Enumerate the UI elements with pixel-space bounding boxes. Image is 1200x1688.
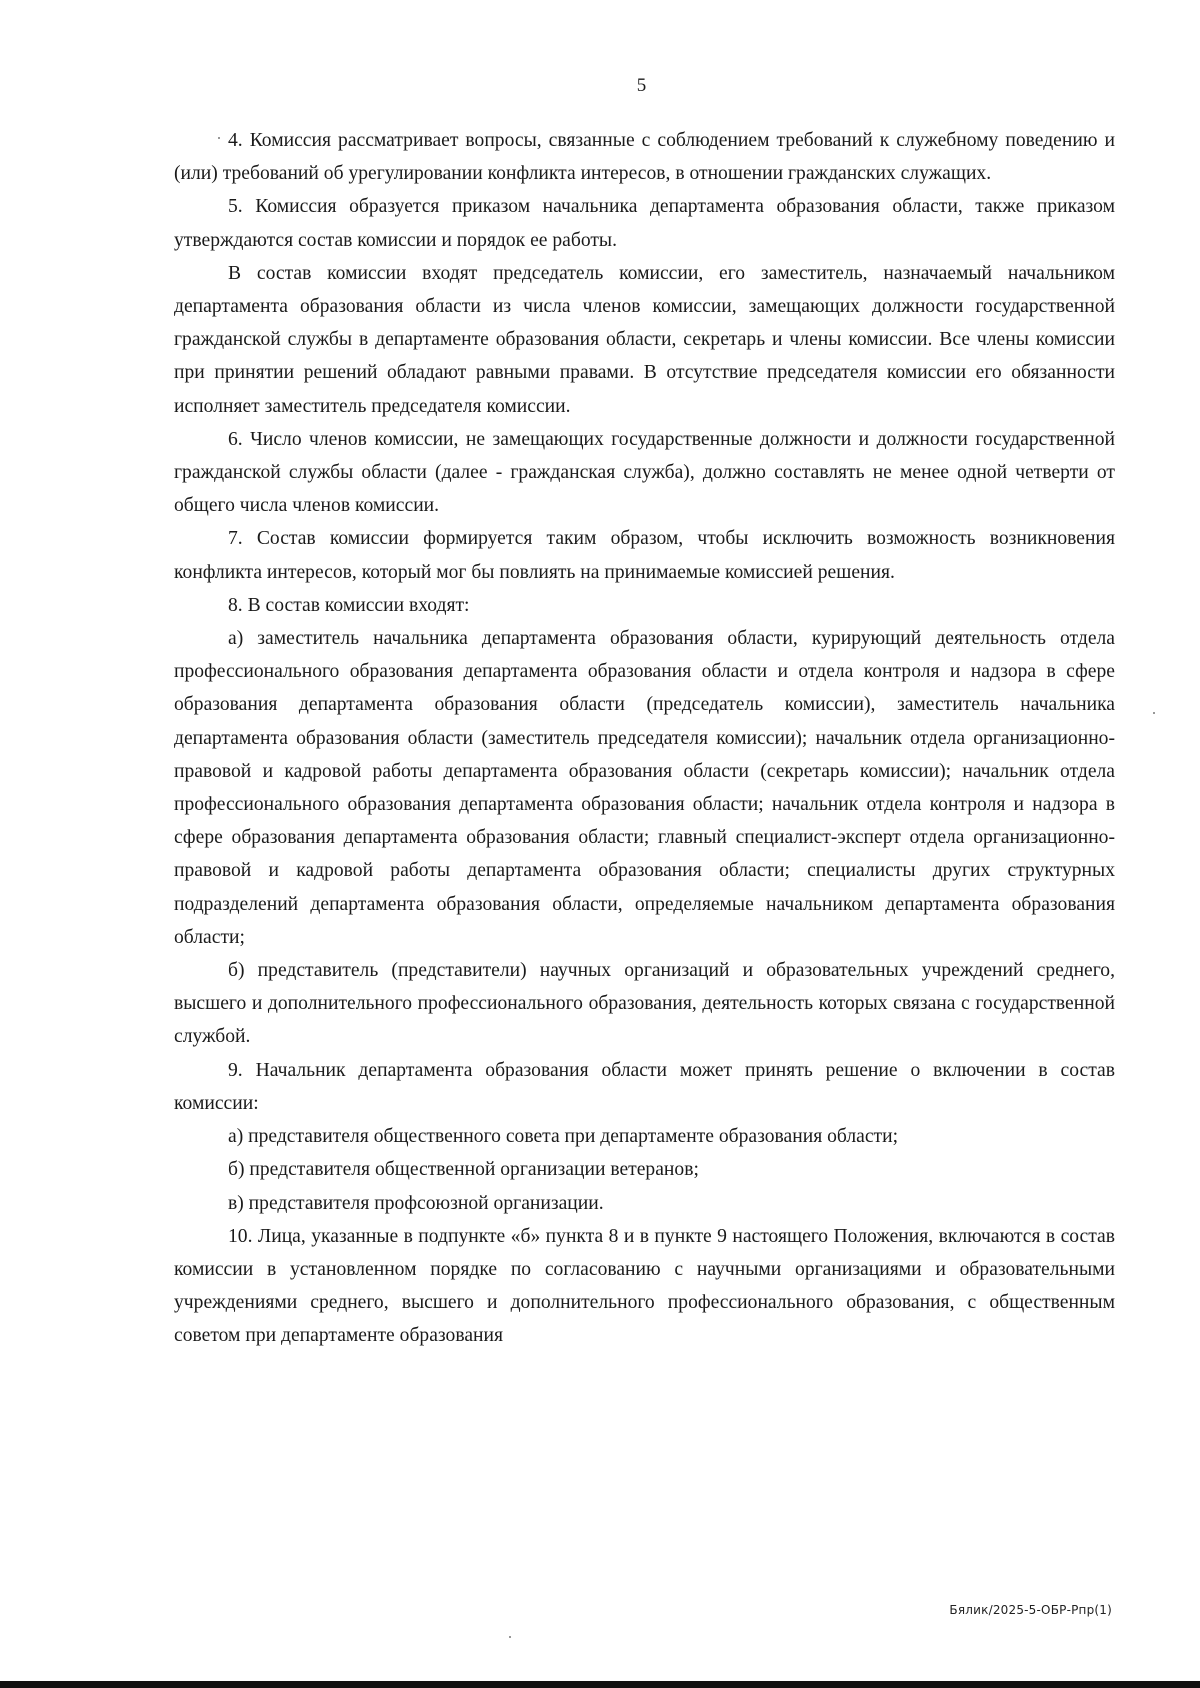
paragraph-8b: б) представитель (представители) научных организаций и образовательных учреждений среднего, высшего и дополнительного профессионального образования, деятельность которых связана с государственной службой. [174,960,1115,1048]
paragraph-8: 8. В состав комиссии входят: [228,594,470,616]
paragraph-10: 10. Лица, указанные в подпункте «б» пункта 8 и в пункте 9 настоящего Положения, включаются в состав комиссии в установленном порядке по согласованию с научными организациями и образовательными учреждениями среднего, высшего и дополнительного профессионального образования, с общественным советом при департаменте образования [174,1225,1115,1347]
paragraph-9a: а) представителя общественного совета при департаменте образования области; [228,1126,899,1148]
paragraph-5: 5. Комиссия образуется приказом начальника департамента образования области, также приказом утверждаются состав комиссии и порядок ее работы. [174,196,1115,251]
paragraph-9v: в) представителя профсоюзной организации. [228,1192,604,1214]
scan-speck [1153,712,1155,714]
paragraph-8a: а) заместитель начальника департамента образования области, курирующий деятельность отдела профессионального образования департамента образования области и отдела контроля и надзора в сфере образования департамента образования области (председатель комиссии), заместитель начальника департамента образования области (заместитель председателя комиссии); начальник отдела организационно-правовой и кадровой работы департамента образования области (секретарь комиссии); начальник отдела профессионального образования департамента образования области; начальник отдела контроля и надзора в сфере образования департамента образования области; главный специалист-эксперт отдела организационно-правовой и кадровой работы департамента образования области; специалисты других структурных подразделений департамента образования области, определяемые начальником департамента образования области; [174,628,1115,948]
scan-border [0,1681,1200,1688]
paragraph-9b: б) представителя общественной организации ветеранов; [228,1159,699,1181]
paragraph-5-composition: В состав комиссии входят председатель комиссии, его заместитель, назначаемый начальником департамента образования области из числа членов комиссии, замещающих должности государственной гражданской службы в департаменте образования области, секретарь и члены комиссии. Все члены комиссии при принятии решений обладают равными правами. В отсутствие председателя комиссии его обязанности исполняет заместитель председателя комиссии. [174,262,1115,417]
page-number: 5 [636,75,647,96]
paragraph-4: 4. Комиссия рассматривает вопросы, связанные с соблюдением требований к служебному поведению и (или) требований об урегулировании конфликта интересов, в отношении гражданских служащих. [174,130,1115,185]
scan-speck [218,137,220,139]
paragraph-7: 7. Состав комиссии формируется таким образом, чтобы исключить возможность возникновения конфликта интересов, который мог бы повлиять на принимаемые комиссией решения. [174,528,1115,583]
scan-speck [509,1636,511,1638]
paragraph-6: 6. Число членов комиссии, не замещающих государственные должности и должности государственной гражданской службы области (далее - гражданская служба), должно составлять не менее одной четверти от общего числа членов комиссии. [174,428,1115,517]
document-body [174,124,1115,1353]
document-code: Бялик/2025-5-ОБР-Рпр(1) [949,1603,1112,1617]
paragraph-9: 9. Начальник департамента образования области может принять решение о включении в состав комиссии: [174,1059,1115,1114]
